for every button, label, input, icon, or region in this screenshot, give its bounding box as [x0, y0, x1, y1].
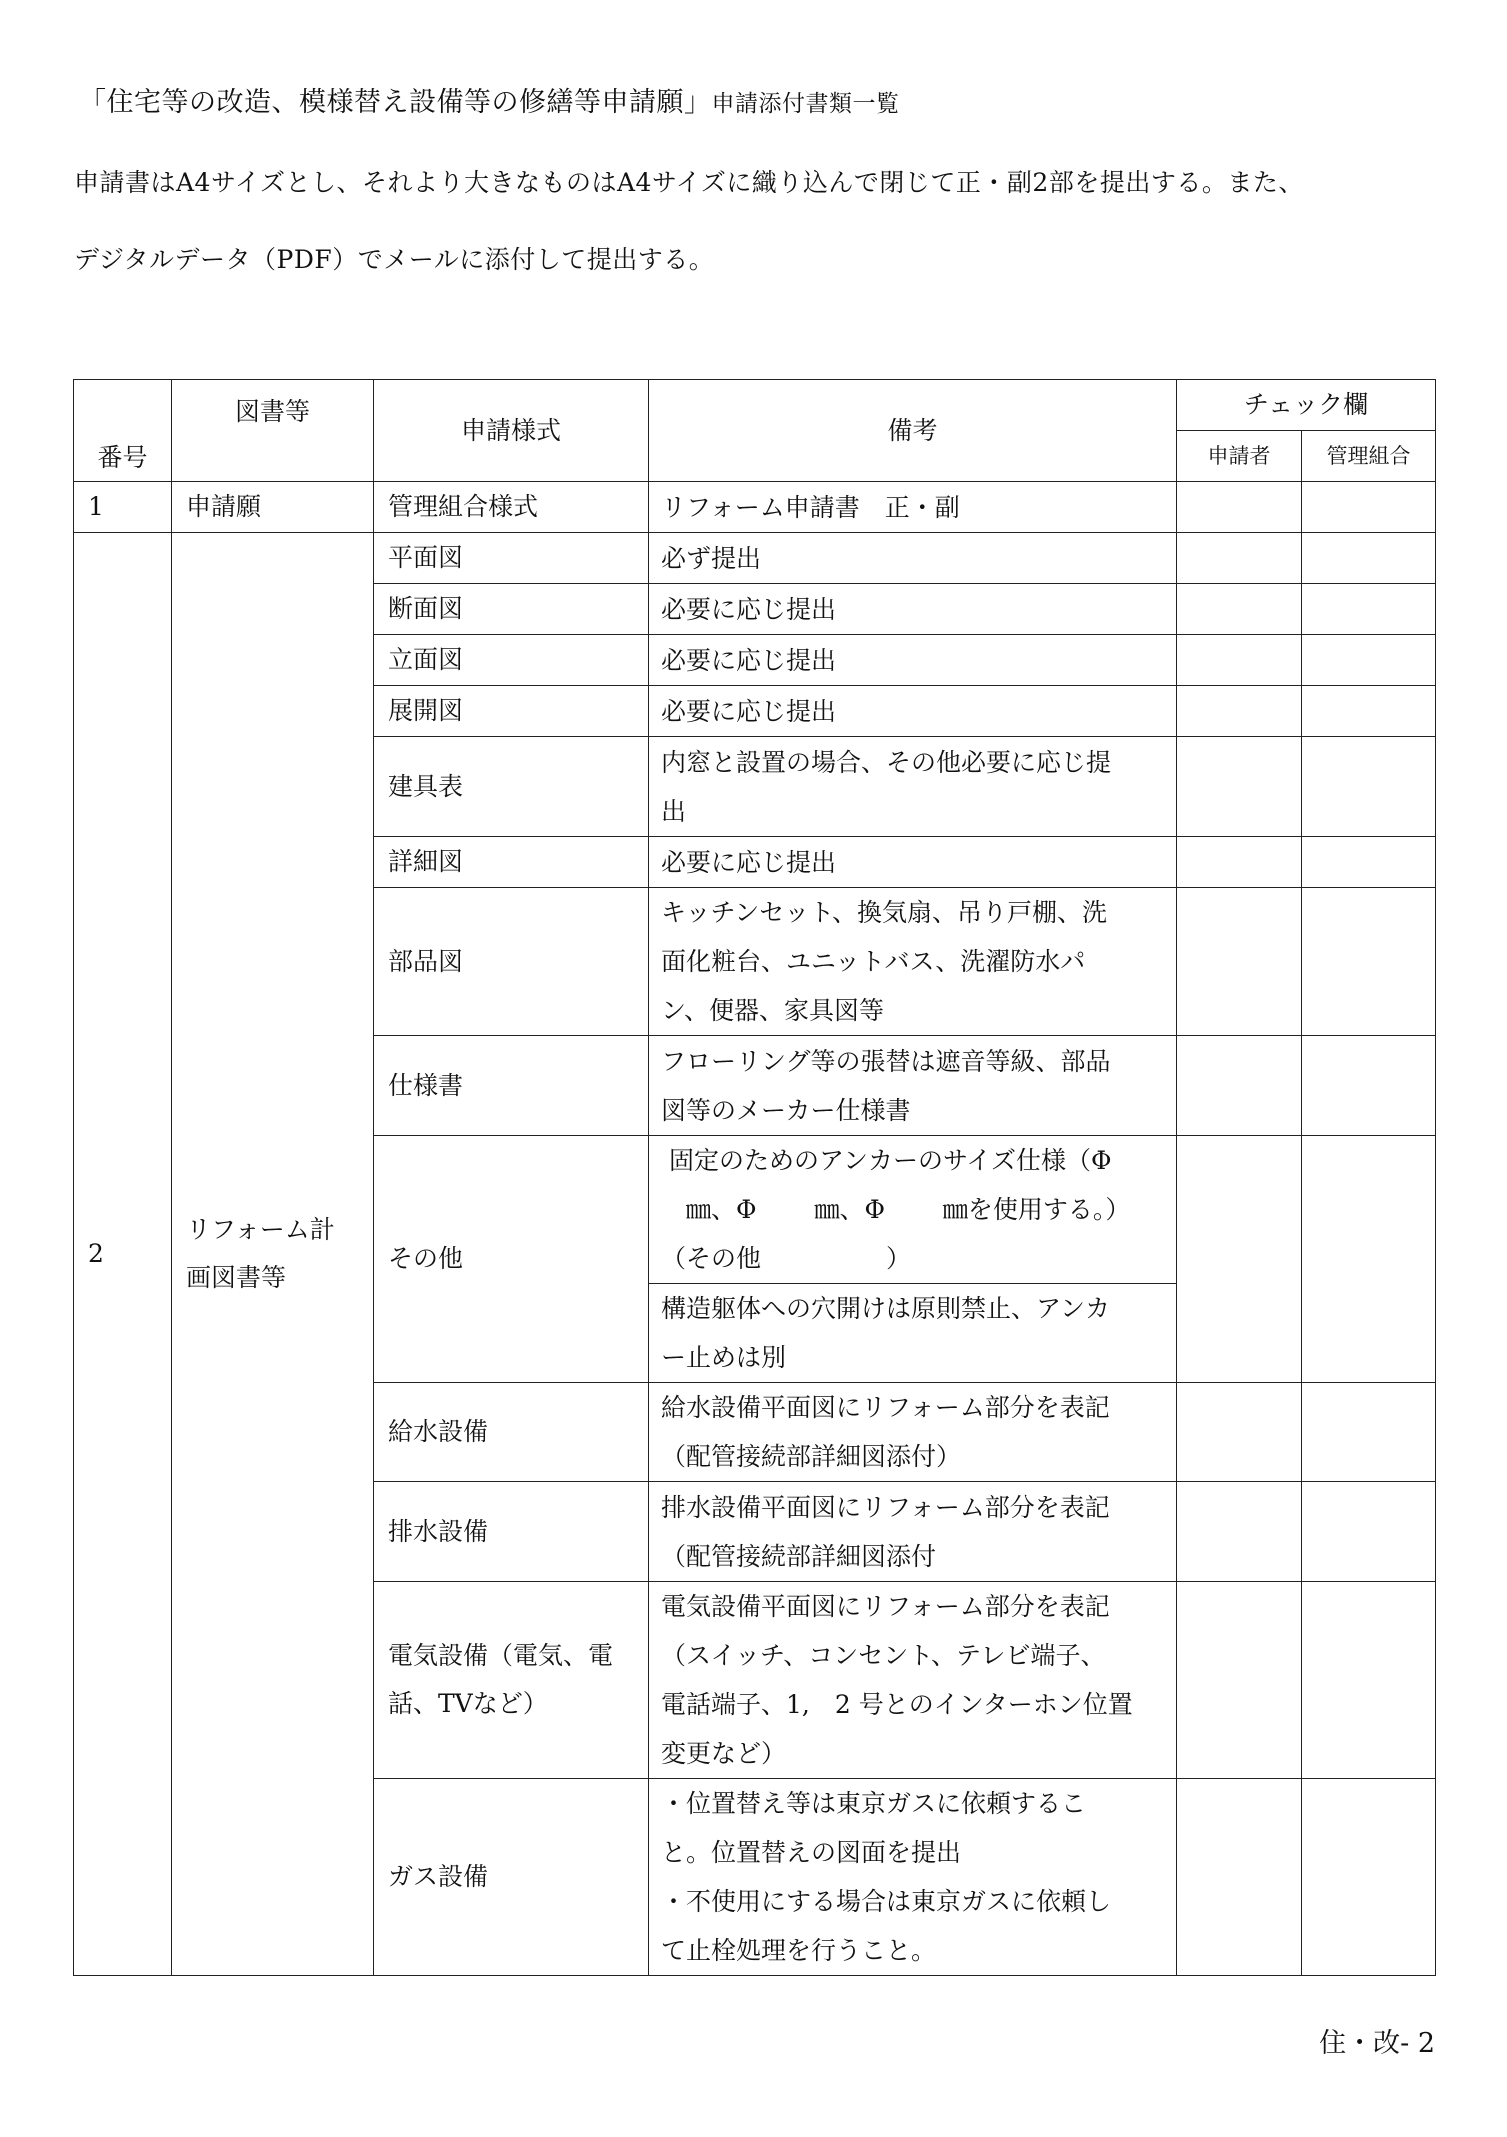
- header-remarks: 備考: [649, 380, 1177, 482]
- row-remarks-line: 固定のためのアンカーのサイズ仕様（Φ: [661, 1146, 1112, 1175]
- row-form: [374, 1582, 649, 1779]
- check-association-cell[interactable]: [1302, 1582, 1436, 1779]
- row-form: ガス設備: [374, 1779, 649, 1976]
- row-document: [172, 533, 374, 1976]
- check-applicant-cell[interactable]: [1177, 686, 1302, 737]
- row-remarks-line: 必要に応じ提出: [661, 594, 837, 624]
- row-form: 展開図: [374, 686, 649, 737]
- row-remarks-line: と。位置替えの図面を提出: [661, 1838, 962, 1867]
- row-number: 1: [74, 482, 172, 533]
- check-applicant-cell[interactable]: [1177, 1582, 1302, 1779]
- row-remarks-line: 排水設備平面図にリフォーム部分を表記: [661, 1492, 1110, 1522]
- check-applicant-cell[interactable]: [1177, 1036, 1302, 1136]
- check-association-cell[interactable]: [1302, 837, 1436, 888]
- title-suffix: 申請添付書類一覧: [711, 91, 900, 117]
- intro-line-2: デジタルデータ（PDF）でメールに添付して提出する。: [74, 245, 715, 274]
- row-form: 平面図: [374, 533, 649, 584]
- check-applicant-cell[interactable]: [1177, 1136, 1302, 1383]
- check-applicant-cell[interactable]: [1177, 888, 1302, 1036]
- row-document-line: リフォーム計: [186, 1215, 335, 1244]
- check-association-cell[interactable]: [1302, 635, 1436, 686]
- header-number: 番号: [74, 380, 172, 482]
- row-remarks: [649, 533, 1177, 584]
- row-remarks-line: 必ず提出: [661, 543, 762, 573]
- table-row: [74, 482, 1436, 533]
- row-remarks: [649, 686, 1177, 737]
- row-remarks-line: ㎜、Φ ㎜、Φ ㎜を使用する。）: [661, 1195, 1131, 1224]
- check-applicant-cell[interactable]: [1177, 1779, 1302, 1976]
- row-form-line: 話、TVなど）: [388, 1689, 548, 1718]
- row-form: 詳細図: [374, 837, 649, 888]
- row-remarks: [649, 584, 1177, 635]
- check-association-cell[interactable]: [1302, 584, 1436, 635]
- row-remarks: [649, 1779, 1177, 1976]
- row-remarks-line: （その他 ）: [661, 1244, 912, 1273]
- row-remarks-line: キッチンセット、換気扇、吊り戸棚、洗: [661, 898, 1108, 927]
- row-remarks-line: フローリング等の張替は遮音等級、部品: [661, 1046, 1111, 1076]
- page-title: [79, 80, 900, 119]
- row-form: 管理組合様式: [374, 482, 649, 533]
- header-check: チェック欄: [1177, 380, 1436, 431]
- row-remarks-line: 必要に応じ提出: [661, 696, 837, 726]
- header-applicant: 申請者: [1177, 431, 1302, 482]
- page-number: 住・改- 2: [1319, 2028, 1435, 2059]
- row-remarks-line: 必要に応じ提出: [661, 645, 837, 675]
- row-remarks: [649, 737, 1177, 837]
- row-remarks-line: 出: [661, 796, 687, 826]
- row-form: 排水設備: [374, 1482, 649, 1582]
- row-remarks-line: ー止めは別: [661, 1343, 787, 1372]
- check-applicant-cell[interactable]: [1177, 635, 1302, 686]
- row-remarks-line: 電気設備平面図にリフォーム部分を表記: [661, 1592, 1110, 1621]
- row-remarks-line: 必要に応じ提出: [661, 847, 837, 877]
- row-remarks-line: 内窓と設置の場合、その他必要に応じ提: [661, 747, 1112, 777]
- row-remarks-line: 変更など）: [661, 1739, 787, 1768]
- row-remarks-line: ・位置替え等は東京ガスに依頼するこ: [661, 1789, 1087, 1818]
- title-main: 「住宅等の改造、模様替え設備等の修繕等申請願」: [79, 87, 712, 118]
- row-form: 立面図: [374, 635, 649, 686]
- row-document-line: 画図書等: [186, 1263, 287, 1292]
- row-remarks-line: 給水設備平面図にリフォーム部分を表記: [661, 1393, 1110, 1422]
- row-remarks: [649, 837, 1177, 888]
- attachment-checklist-table: [73, 379, 1436, 1976]
- row-remarks-line: 面化粧台、ユニットバス、洗濯防水パ: [661, 947, 1086, 976]
- check-association-cell[interactable]: [1302, 1136, 1436, 1383]
- check-applicant-cell[interactable]: [1177, 584, 1302, 635]
- check-association-cell[interactable]: [1302, 737, 1436, 837]
- row-remarks: [649, 1482, 1177, 1582]
- header-form: 申請様式: [374, 380, 649, 482]
- row-remarks: [649, 888, 1177, 1036]
- row-remarks: [649, 1036, 1177, 1136]
- row-remarks-line: （配管接続部詳細図添付: [661, 1541, 937, 1571]
- row-remarks: [649, 635, 1177, 686]
- row-form: その他: [374, 1136, 649, 1383]
- table-row: [74, 533, 1436, 584]
- row-form-line: 電気設備（電気、電: [388, 1641, 614, 1670]
- intro-line-1: 申請書はA4サイズとし、それより大きなものはA4サイズに織り込んで閉じて正・副2部を提出する。また、: [74, 168, 1304, 197]
- check-applicant-cell[interactable]: [1177, 482, 1302, 533]
- header-document: 図書等: [172, 380, 374, 482]
- row-form: 建具表: [374, 737, 649, 837]
- row-form: 断面図: [374, 584, 649, 635]
- check-applicant-cell[interactable]: [1177, 1383, 1302, 1482]
- row-form: 給水設備: [374, 1383, 649, 1482]
- check-applicant-cell[interactable]: [1177, 533, 1302, 584]
- row-remarks-line: 電話端子、1, 2 号とのインターホン位置: [661, 1690, 1133, 1719]
- row-number: 2: [74, 533, 172, 1976]
- row-form: 部品図: [374, 888, 649, 1036]
- check-association-cell[interactable]: [1302, 1779, 1436, 1976]
- row-remarks-line: ・不使用にする場合は東京ガスに依頼し: [661, 1887, 1112, 1916]
- row-remarks-line: 構造躯体への穴開けは原則禁止、アンカ: [661, 1294, 1111, 1323]
- row-remarks: [649, 1582, 1177, 1779]
- row-remarks-line: 図等のメーカー仕様書: [661, 1095, 911, 1125]
- check-applicant-cell[interactable]: [1177, 737, 1302, 837]
- check-association-cell[interactable]: [1302, 1383, 1436, 1482]
- header-association: 管理組合: [1302, 431, 1436, 482]
- check-association-cell[interactable]: [1302, 1482, 1436, 1582]
- row-remarks-line: （配管接続部詳細図添付）: [661, 1442, 962, 1471]
- row-remarks: [649, 1136, 1177, 1284]
- check-association-cell[interactable]: [1302, 686, 1436, 737]
- check-applicant-cell[interactable]: [1177, 837, 1302, 888]
- row-form: 仕様書: [374, 1036, 649, 1136]
- row-remarks-line: ン、便器、家具図等: [661, 996, 885, 1025]
- check-association-cell[interactable]: [1302, 482, 1436, 533]
- check-association-cell[interactable]: [1302, 888, 1436, 1036]
- row-remarks-line: て止栓処理を行うこと。: [661, 1936, 937, 1965]
- check-association-cell[interactable]: [1302, 1036, 1436, 1136]
- check-applicant-cell[interactable]: [1177, 1482, 1302, 1582]
- row-remarks: [649, 1383, 1177, 1482]
- row-remarks-line: （スイッチ、コンセント、テレビ端子、: [661, 1641, 1106, 1670]
- row-remarks: リフォーム申請書 正・副: [649, 482, 1177, 533]
- check-association-cell[interactable]: [1302, 533, 1436, 584]
- row-document: 申請願: [172, 482, 374, 533]
- row-remarks: [649, 1284, 1177, 1383]
